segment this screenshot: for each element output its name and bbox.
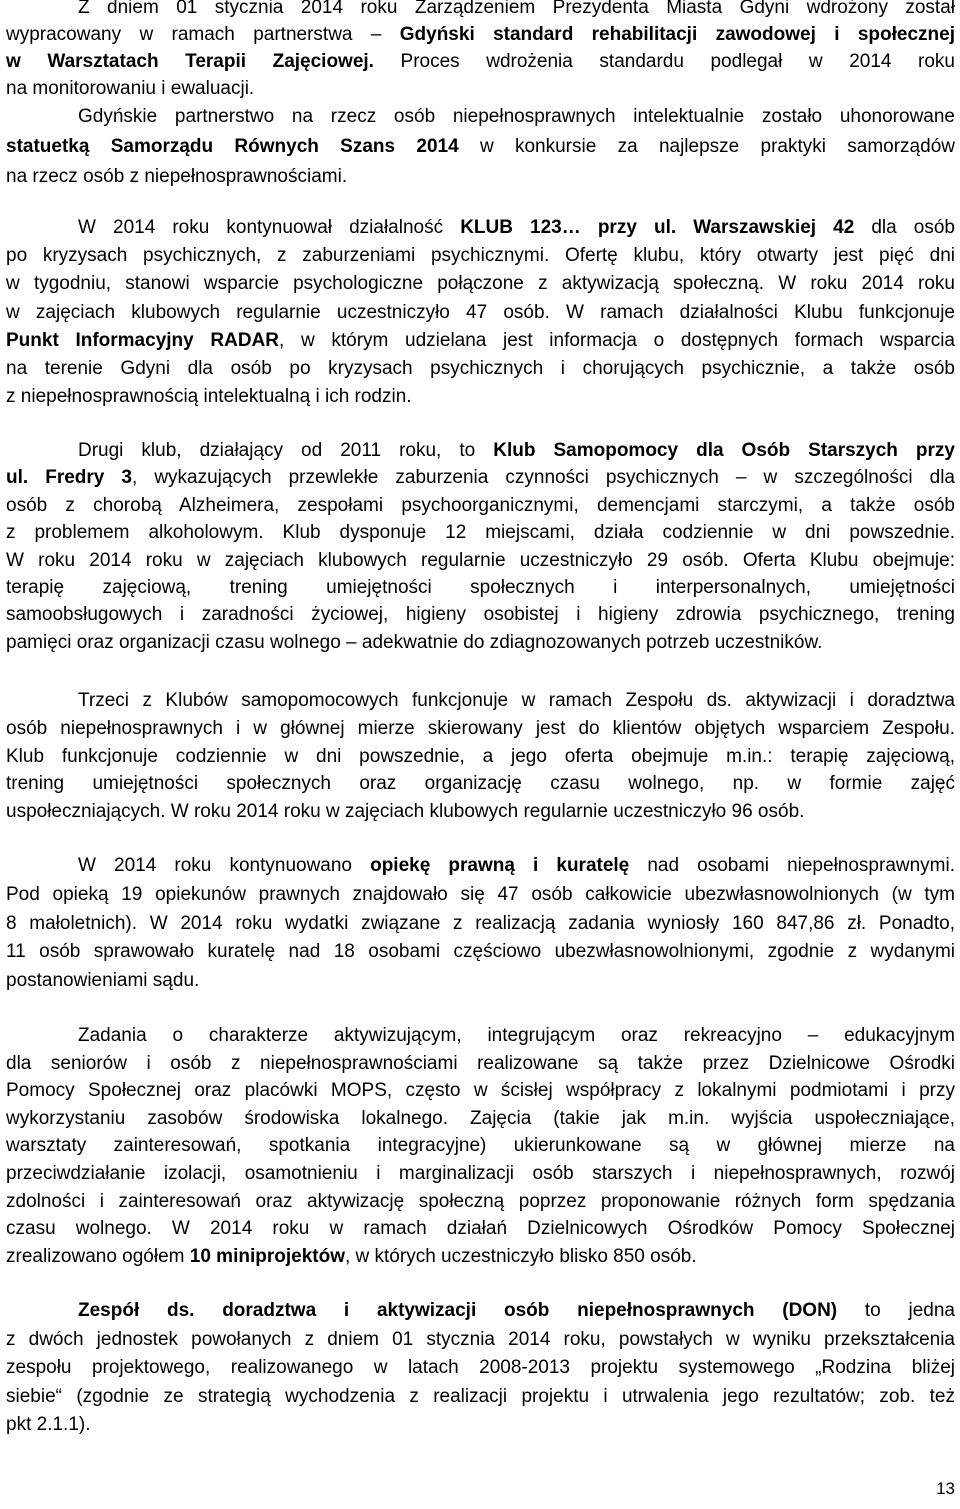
text-run: Drugi klub, działający od 2011 roku, to [78, 440, 494, 461]
bold-text-run: 10 miniprojektów [189, 1245, 345, 1267]
bold-text-run: opiekę prawną i kuratelę [370, 855, 630, 876]
text-run: osób niepełnosprawnych i w głównej mierze skierowany jest do klientów objętych wsparciem Zespołu. [6, 717, 955, 739]
text-run: uspołeczniających. W roku 2014 roku w zajęciach klubowych regularnie uczestniczyło 96 osób. [6, 801, 805, 822]
text-run: trening umiejętności społecznych oraz organizację czasu wolnego, np. w formie zajęć [6, 773, 955, 795]
bold-text-run: statuetką Samorządu Równych Szans 2014 [6, 136, 459, 157]
text-run: zespołu projektowego, realizowanego w latach 2008-2013 projektu systemowego „Rodzina bliżej [6, 1357, 955, 1378]
bold-text-run: w Warsztatach Terapii Zajęciowej. [6, 51, 374, 72]
paragraph [6, 687, 955, 826]
text-run: nad osobami niepełnosprawnymi. [629, 855, 955, 876]
text-line [6, 437, 955, 464]
text-run: Trzeci z Klubów samopomocowych funkcjonuje w ramach Zespołu ds. aktywizacji i doradztwa [78, 690, 955, 711]
text-run: dla osób [854, 217, 955, 238]
text-run: pkt 2.1.1). [6, 1414, 91, 1435]
text-line [6, 938, 955, 967]
text-line [6, 910, 955, 939]
text-line [6, 1160, 955, 1188]
text-line [6, 743, 955, 771]
text-run: to jedna [837, 1300, 955, 1321]
paragraph [6, 214, 955, 411]
text-line [6, 967, 955, 996]
text-run: W roku 2014 roku w zajęciach klubowych regularnie uczestniczyło 29 osób. Oferta Klubu obejmuje: [6, 549, 955, 571]
text-run: , wykazujących przewlekłe zaburzenia czynności psychicznych – w szczególności dla [131, 467, 956, 489]
text-line [6, 715, 955, 743]
text-run: Zadania o charakterze aktywizującym, integrującym oraz rekreacyjno – edukacyjnym [78, 1025, 955, 1046]
text-run: dla seniorów i osób z niepełnosprawnościami realizowane są także przez Dzielnicowe Ośrodki [6, 1052, 955, 1074]
paragraph [6, 852, 955, 996]
text-line [6, 464, 955, 491]
text-run: W 2014 roku kontynuowano [78, 855, 371, 876]
text-run: na terenie Gdyni dla osób po kryzysach psychicznych i chorujących psychicznie, a także osób [6, 358, 955, 380]
text-line [6, 798, 955, 826]
text-line [6, 1132, 955, 1160]
text-line [6, 1383, 955, 1412]
text-run: terapię zajęciową, trening umiejętności społecznych i interpersonalnych, umiejętności [6, 577, 955, 599]
text-run: Proces wdrożenia standardu podlegał w 2014 roku [373, 51, 955, 72]
text-run: , w którym udzielana jest informacja o dostępnych formach wsparcia [279, 329, 955, 351]
text-run: w zajęciach klubowych regularnie uczestniczyło 47 osób. W ramach działalności Klubu funkcjonuje [6, 301, 955, 323]
text-line [6, 770, 955, 798]
text-run: na monitorowaniu i ewaluacji. [6, 78, 255, 99]
text-line [6, 629, 955, 656]
text-line [6, 1188, 955, 1216]
text-run: , w których uczestniczyło blisko 850 osób. [344, 1245, 697, 1267]
text-line [6, 242, 955, 270]
text-line [6, 1243, 955, 1271]
text-run: czasu wolnego. W 2014 roku w ramach działań Dzielnicowych Ośrodków Pomocy Społecznej [6, 1218, 955, 1240]
paragraph [6, 102, 955, 192]
text-run: Z dniem 01 stycznia 2014 roku Zarządzeniem Prezydenta Miasta Gdyni wdrożony został [78, 0, 955, 18]
text-line [6, 1022, 955, 1050]
paragraph [6, 1022, 955, 1270]
text-line [6, 132, 955, 162]
text-run: samoobsługowych i zaradności życiowej, higieny osobistej i higieny zdrowia psychicznego, trening [6, 604, 955, 626]
text-run: pamięci oraz organizacji czasu wolnego – adekwatnie do zdiagnozowanych potrzeb uczestników. [6, 631, 823, 653]
text-run: wykorzystaniu zasobów środowiska lokalnego. Zajęcia (takie jak m.in. wyjścia uspołeczniające, [6, 1107, 955, 1129]
text-run: Klub funkcjonuje codziennie w dni powszednie, a jego oferta obejmuje m.in.: terapię zajęciową, [6, 745, 955, 767]
text-run: w konkursie za najlepsze praktyki samorządów [458, 136, 955, 157]
text-line [6, 270, 955, 298]
text-run: z dwóch jednostek powołanych z dniem 01 stycznia 2014 roku, powstałych w wyniku przekształcenia [6, 1328, 955, 1350]
text-line [6, 1105, 955, 1133]
text-line [6, 601, 955, 628]
text-line [6, 1326, 955, 1355]
text-run: z problemem alkoholowym. Klub dysponuje 12 miejscami, działa codziennie w dni powszednie. [6, 522, 955, 544]
text-run: siebie“ (zgodnie ze strategią wychodzenia z realizacji projektu i utrwalenia jego rezultatów; zob. też [6, 1385, 955, 1407]
paragraph [6, 1297, 955, 1440]
text-run: warsztaty zainteresowań, spotkania integracyjne) ukierunkowane są w głównej mierze na [6, 1135, 955, 1157]
text-line [6, 519, 955, 546]
text-run: Gdyńskie partnerstwo na rzecz osób niepełnosprawnych intelektualnie zostało uhonorowane [78, 106, 955, 127]
paragraph [6, 437, 955, 656]
bold-text-run: Klub Samopomocy dla Osób Starszych przy [493, 440, 955, 461]
bold-text-run: Punkt Informacyjny RADAR [6, 329, 279, 351]
text-line [6, 492, 955, 519]
text-line [6, 1297, 955, 1326]
text-line [6, 1411, 955, 1440]
text-run: po kryzysach psychicznych, z zaburzeniami psychicznymi. Ofertę klubu, który otwarty jest pięć dni [6, 245, 955, 267]
bold-text-run: ul. Fredry 3 [6, 467, 132, 489]
text-run: Pomocy Społecznej oraz placówki MOPS, często w ścisłej współpracy z lokalnymi podmiotami i przy [6, 1080, 955, 1102]
text-run: postanowieniami sądu. [6, 970, 200, 991]
text-run: na rzecz osób z niepełnosprawnościami. [6, 166, 348, 187]
text-line [6, 547, 955, 574]
text-line [6, 1077, 955, 1105]
page-number: 13 [936, 1479, 955, 1498]
text-line [6, 299, 955, 327]
text-line [6, 383, 955, 411]
text-run: zdolności i zainteresowań oraz aktywizację społeczną poprzez proponowanie różnych form spędzania [6, 1190, 955, 1212]
text-run: Pod opieką 19 opiekunów prawnych znajdowało się 47 osób całkowicie ubezwłasnowolnionych (w tym [6, 883, 955, 905]
text-line [6, 1354, 955, 1383]
bold-text-run: KLUB 123… przy ul. Warszawskiej 42 [460, 217, 855, 238]
text-run: 11 osób sprawowało kuratelę nad 18 osobami częściowo ubezwłasnowolnionymi, zgodnie z wydanymi [6, 941, 955, 963]
text-run: w tygodniu, stanowi wsparcie psychologiczne połączone z aktywizacją społeczną. W roku 2014 roku [6, 273, 955, 295]
text-line [6, 75, 955, 102]
text-line [6, 102, 955, 132]
text-line [6, 881, 955, 910]
text-line [6, 355, 955, 383]
text-line [6, 21, 955, 48]
text-line [6, 327, 955, 355]
text-run: osób z chorobą Alzheimera, zespołami psychoorganicznymi, demencjami starczymi, a także osób [6, 494, 955, 516]
text-line [6, 574, 955, 601]
text-line [6, 1050, 955, 1078]
text-run: wypracowany w ramach partnerstwa – [6, 24, 400, 45]
text-run: W 2014 roku kontynuował działalność [78, 217, 461, 238]
paragraph [6, 0, 955, 102]
text-run: z niepełnosprawnością intelektualną i ich rodzin. [6, 386, 412, 408]
bold-text-run: Zespół ds. doradztwa i aktywizacji osób niepełnosprawnych (DON) [78, 1300, 838, 1321]
text-run: przeciwdziałanie izolacji, osamotnieniu i marginalizacji osób starszych i niepełnosprawnych, rozwój [6, 1162, 955, 1184]
text-run: 8 małoletnich). W 2014 roku wydatki związane z realizacją zadania wyniosły 160 847,86 zł. Ponadto, [6, 912, 955, 934]
text-line [6, 48, 955, 75]
text-line [6, 214, 955, 242]
text-line [6, 1215, 955, 1243]
bold-text-run: Gdyński standard rehabilitacji zawodowej i społecznej [399, 24, 955, 45]
text-run: zrealizowano ogółem [6, 1245, 190, 1267]
text-line [6, 162, 955, 192]
text-line [6, 852, 955, 881]
text-line [6, 0, 955, 21]
text-line [6, 687, 955, 715]
